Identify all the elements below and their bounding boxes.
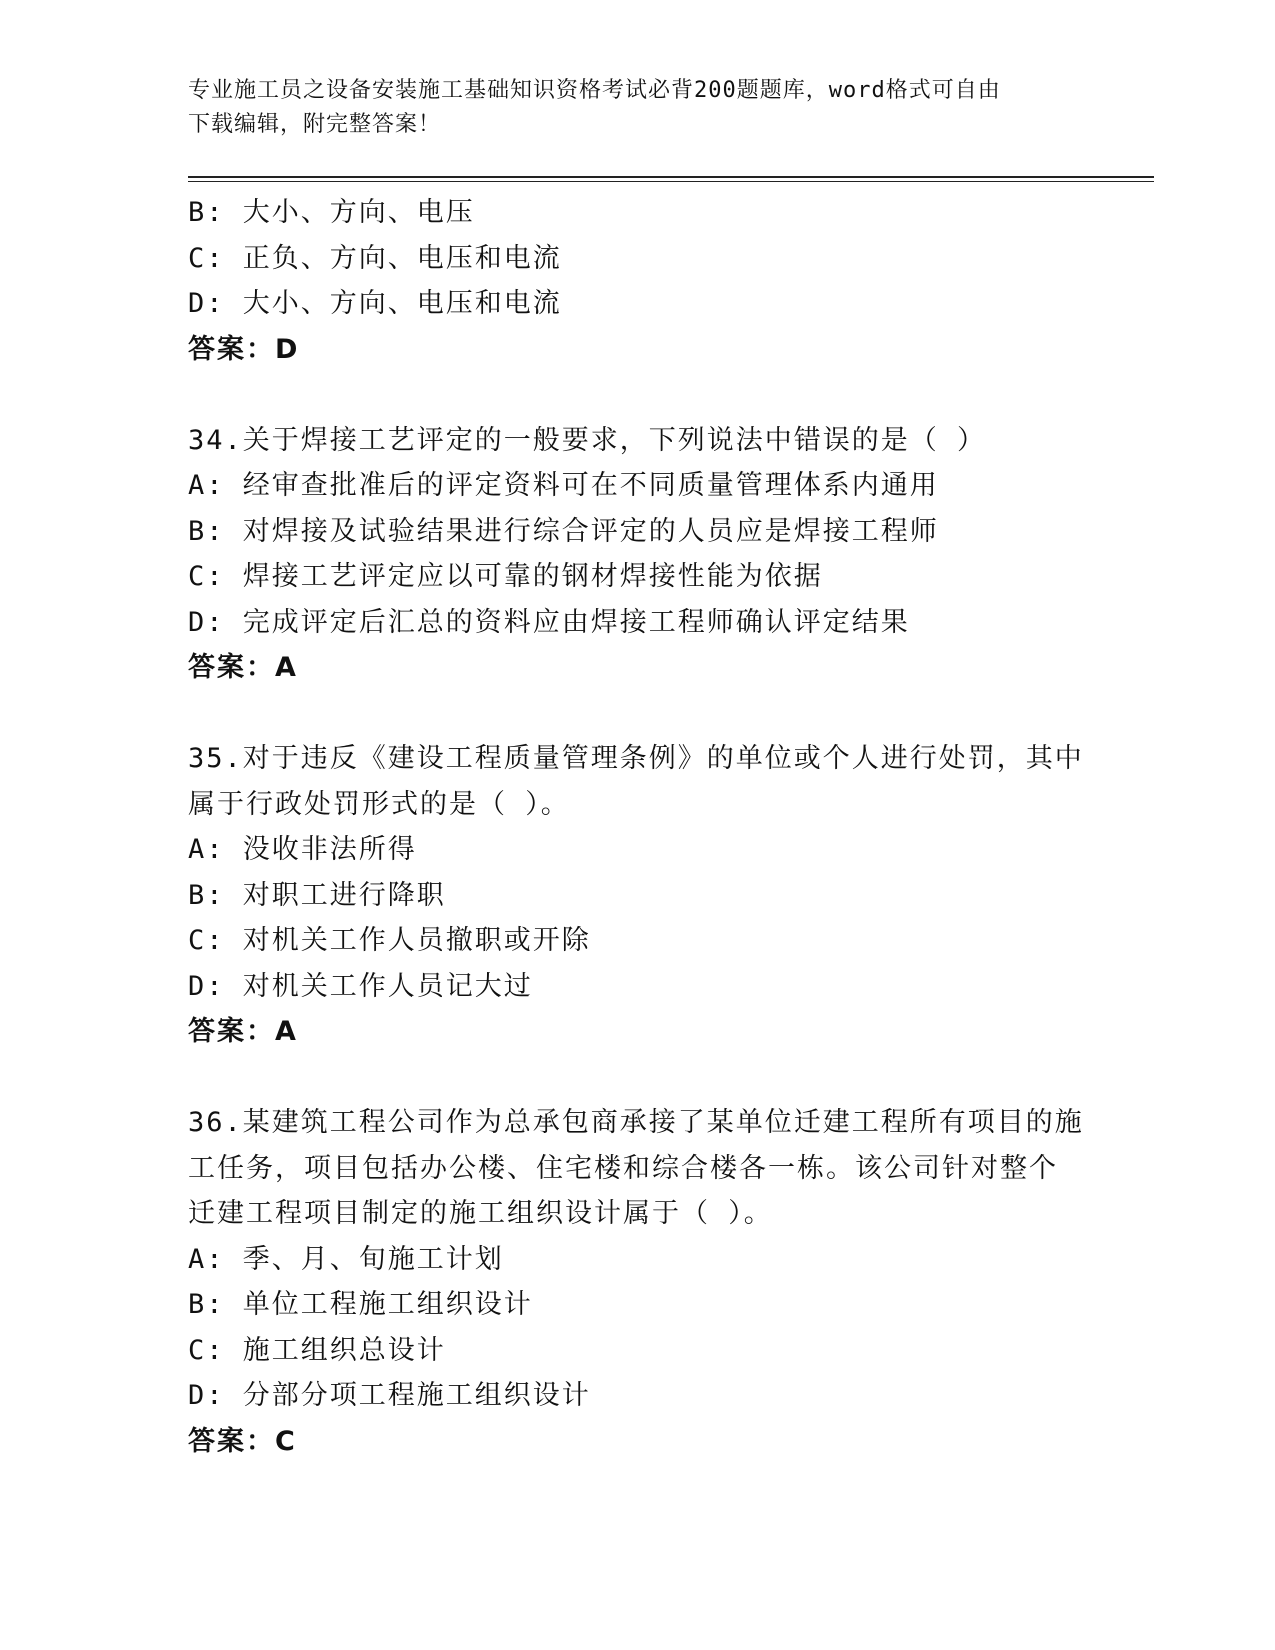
spacer <box>188 691 1108 736</box>
question-list <box>188 190 1108 1465</box>
option-c: C: 对机关工作人员撤职或开除 <box>188 925 591 956</box>
question-stem-line-2: 属于行政处罚形式的是（ ）。 <box>188 788 570 820</box>
option-a: A: 季、月、旬施工计划 <box>188 1243 504 1275</box>
option-b: B: 单位工程施工组织设计 <box>188 1289 533 1320</box>
option-a: A: 没收非法所得 <box>188 834 417 865</box>
answer-label: 答案：A <box>188 652 298 683</box>
option-c: C: 施工组织总设计 <box>188 1334 446 1366</box>
option-d: D: 完成评定后汇总的资料应由焊接工程师确认评定结果 <box>188 606 910 638</box>
option-d: D: 对机关工作人员记大过 <box>188 970 533 1002</box>
option-c: C: 正负、方向、电压和电流 <box>188 242 562 274</box>
header-rule-thin <box>188 181 1154 182</box>
option-d: D: 分部分项工程施工组织设计 <box>188 1380 591 1411</box>
question-stem-line-1: 36.某建筑工程公司作为总承包商承接了某单位迁建工程所有项目的施 <box>188 1107 1084 1138</box>
header-line-1: 专业施工员之设备安装施工基础知识资格考试必背200题题库，word格式可自由 <box>188 78 1001 103</box>
header-line-2: 下载编辑，附完整答案！ <box>188 112 442 137</box>
option-a: A: 经审查批准后的评定资料可在不同质量管理体系内通用 <box>188 470 939 501</box>
question-35 <box>188 736 1108 1055</box>
option-b: B: 大小、方向、电压 <box>188 197 475 228</box>
question-stem: 34.关于焊接工艺评定的一般要求，下列说法中错误的是（ ） <box>188 424 987 456</box>
question-stem-line-3: 迁建工程项目制定的施工组织设计属于（ ）。 <box>188 1198 773 1229</box>
question-36 <box>188 1100 1108 1465</box>
option-b: B: 对焊接及试验结果进行综合评定的人员应是焊接工程师 <box>188 515 939 547</box>
spacer <box>188 373 1108 418</box>
question-stem-line-1: 35.对于违反《建设工程质量管理条例》的单位或个人进行处罚，其中 <box>188 743 1084 774</box>
answer-label: 答案：D <box>188 333 300 365</box>
answer-label: 答案：A <box>188 1016 298 1047</box>
spacer <box>188 1055 1108 1100</box>
document-header <box>188 74 1088 142</box>
question-stem-line-2: 工任务，项目包括办公楼、住宅楼和综合楼各一栋。该公司针对整个 <box>188 1152 1058 1184</box>
answer-label: 答案：C <box>188 1425 297 1457</box>
option-b: B: 对职工进行降职 <box>188 879 446 911</box>
question-33 <box>188 190 1108 373</box>
option-c: C: 焊接工艺评定应以可靠的钢材焊接性能为依据 <box>188 561 823 592</box>
question-34 <box>188 418 1108 692</box>
header-rule-thick <box>188 176 1154 178</box>
option-d: D: 大小、方向、电压和电流 <box>188 288 562 319</box>
